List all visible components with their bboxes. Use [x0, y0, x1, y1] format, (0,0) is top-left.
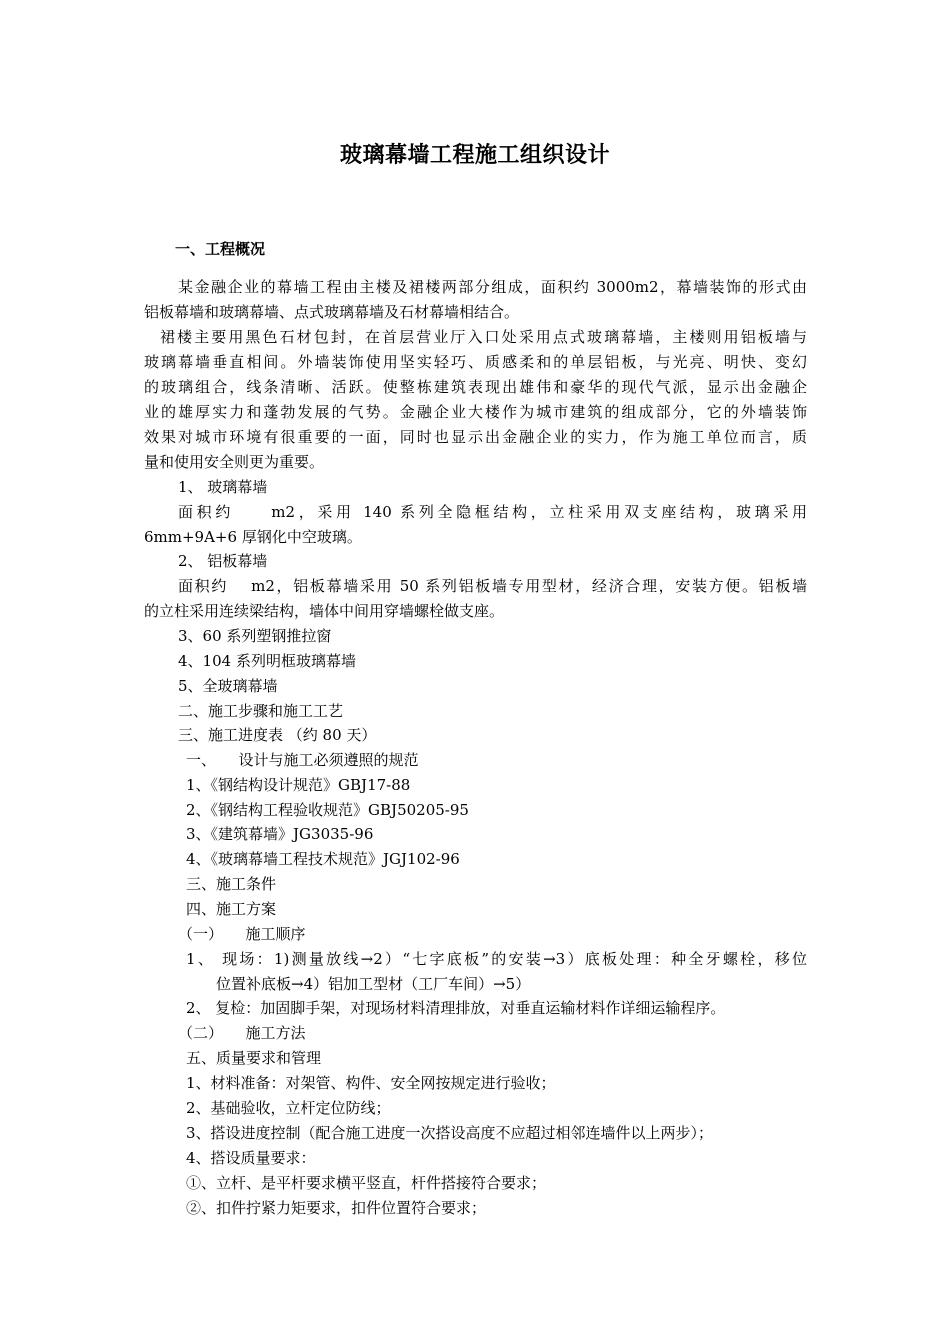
standard-item-1: 1、《钢结构设计规范》GBJ17-88 [186, 776, 411, 794]
item-5: 5、全玻璃幕墙 [178, 677, 278, 695]
section-3-heading: 三、施工进度表 （约 80 天） [178, 726, 377, 744]
section-heading-overview: 一、工程概况 [175, 240, 266, 258]
intro-paragraph-2-line-6: 量和使用安全则更为重要。 [144, 453, 325, 471]
standard-item-2: 2、《钢结构工程验收规范》GBJ50205-95 [186, 801, 469, 819]
intro-paragraph-2-line-4: 业的雄厚实力和蓬勃发展的气势。金融企业大楼作为城市建筑的组成部分，它的外墙装饰 [144, 403, 807, 421]
quality-item-3: 3、搭设进度控制（配合施工进度一次搭设高度不应超过相邻连墙件以上两步）； [186, 1124, 714, 1142]
item-1-heading: 1、 玻璃幕墙 [178, 478, 268, 496]
subsection-plan-heading: 四、施工方案 [186, 900, 277, 918]
document-title: 玻璃幕墙工程施工组织设计 [339, 142, 610, 168]
quality-item-1: 1、材料准备：对架管、构件、安全网按规定进行验收； [186, 1074, 556, 1092]
intro-paragraph-2-line-1: 裙楼主要用黑色石材包封，在首层营业厅入口处采用点式玻璃幕墙，主楼则用铝板墙与 [160, 328, 807, 346]
quality-item-4b: ②、扣件拧紧力矩要求，扣件位置符合要求； [186, 1199, 487, 1217]
intro-paragraph-1-line-2: 铝板幕墙和玻璃幕墙、点式玻璃幕墙及石材幕墙相结合。 [144, 303, 520, 321]
item-4: 4、104 系列明框玻璃幕墙 [178, 652, 356, 670]
intro-paragraph-2-line-3: 的玻璃组合，线条清晰、活跃。使整栋建筑表现出雄伟和豪华的现代气派，显示出金融企 [144, 378, 807, 396]
sequence-step-1-line-1: 1、 现场：1)测量放线→2）“七字底板”的安装→3）底板处理：种全牙螺栓，移位 [186, 950, 807, 968]
sequence-step-2: 2、 复检：加固脚手架，对现场材料清理排放，对垂直运输材料作详细运输程序。 [186, 999, 726, 1017]
item-1-line-2: 6mm+9A+6 厚钢化中空玻璃。 [144, 528, 362, 546]
item-2-heading: 2、 铝板幕墙 [178, 552, 268, 570]
intro-paragraph-2-line-5: 效果对城市环境有很重要的一面，同时也显示出金融企业的实力，作为施工单位而言，质 [144, 428, 807, 446]
sequence-step-1-line-2: 位置补底板→4）铝加工型材（工厂车间）→5） [216, 975, 531, 993]
item-1-line-1: 面积约 m2，采用 140 系列全隐框结构，立柱采用双支座结构，玻璃采用 [178, 503, 807, 521]
quality-item-4a: ①、立杆、是平杆要求横平竖直，杆件搭接符合要求； [186, 1174, 547, 1192]
subsection-standards-heading: 一、 设计与施工必须遵照的规范 [186, 751, 419, 769]
quality-item-4: 4、搭设质量要求： [186, 1149, 316, 1167]
intro-paragraph-2-line-2: 玻璃幕墙垂直相间。外墙装饰使用坚实轻巧、质感柔和的单层铝板，与光亮、明快、变幻 [144, 353, 807, 371]
section-2-heading: 二、施工步骤和施工工艺 [178, 702, 344, 720]
construction-sequence-heading: （一） 施工顺序 [178, 925, 306, 943]
standard-item-4: 4、《玻璃幕墙工程技术规范》JGJ102-96 [186, 850, 460, 868]
quality-item-2: 2、基础验收，立杆定位防线； [186, 1099, 391, 1117]
subsection-conditions-heading: 三、施工条件 [186, 875, 277, 893]
item-2-line-2: 的立柱采用连续梁结构，墙体中间用穿墙螺栓做支座。 [144, 602, 505, 620]
standard-item-3: 3、《建筑幕墙》JG3035-96 [186, 825, 374, 843]
item-3: 3、60 系列塑钢推拉窗 [178, 627, 332, 645]
subsection-quality-heading: 五、质量要求和管理 [186, 1049, 322, 1067]
construction-method-heading: （二） 施工方法 [178, 1024, 306, 1042]
intro-paragraph-1-line-1: 某金融企业的幕墙工程由主楼及裙楼两部分组成，面积约 3000m2，幕墙装饰的形式由 [178, 278, 807, 296]
item-2-line-1: 面积约 m2，铝板幕墙采用 50 系列铝板墙专用型材，经济合理，安装方便。铝板墙 [178, 577, 807, 595]
